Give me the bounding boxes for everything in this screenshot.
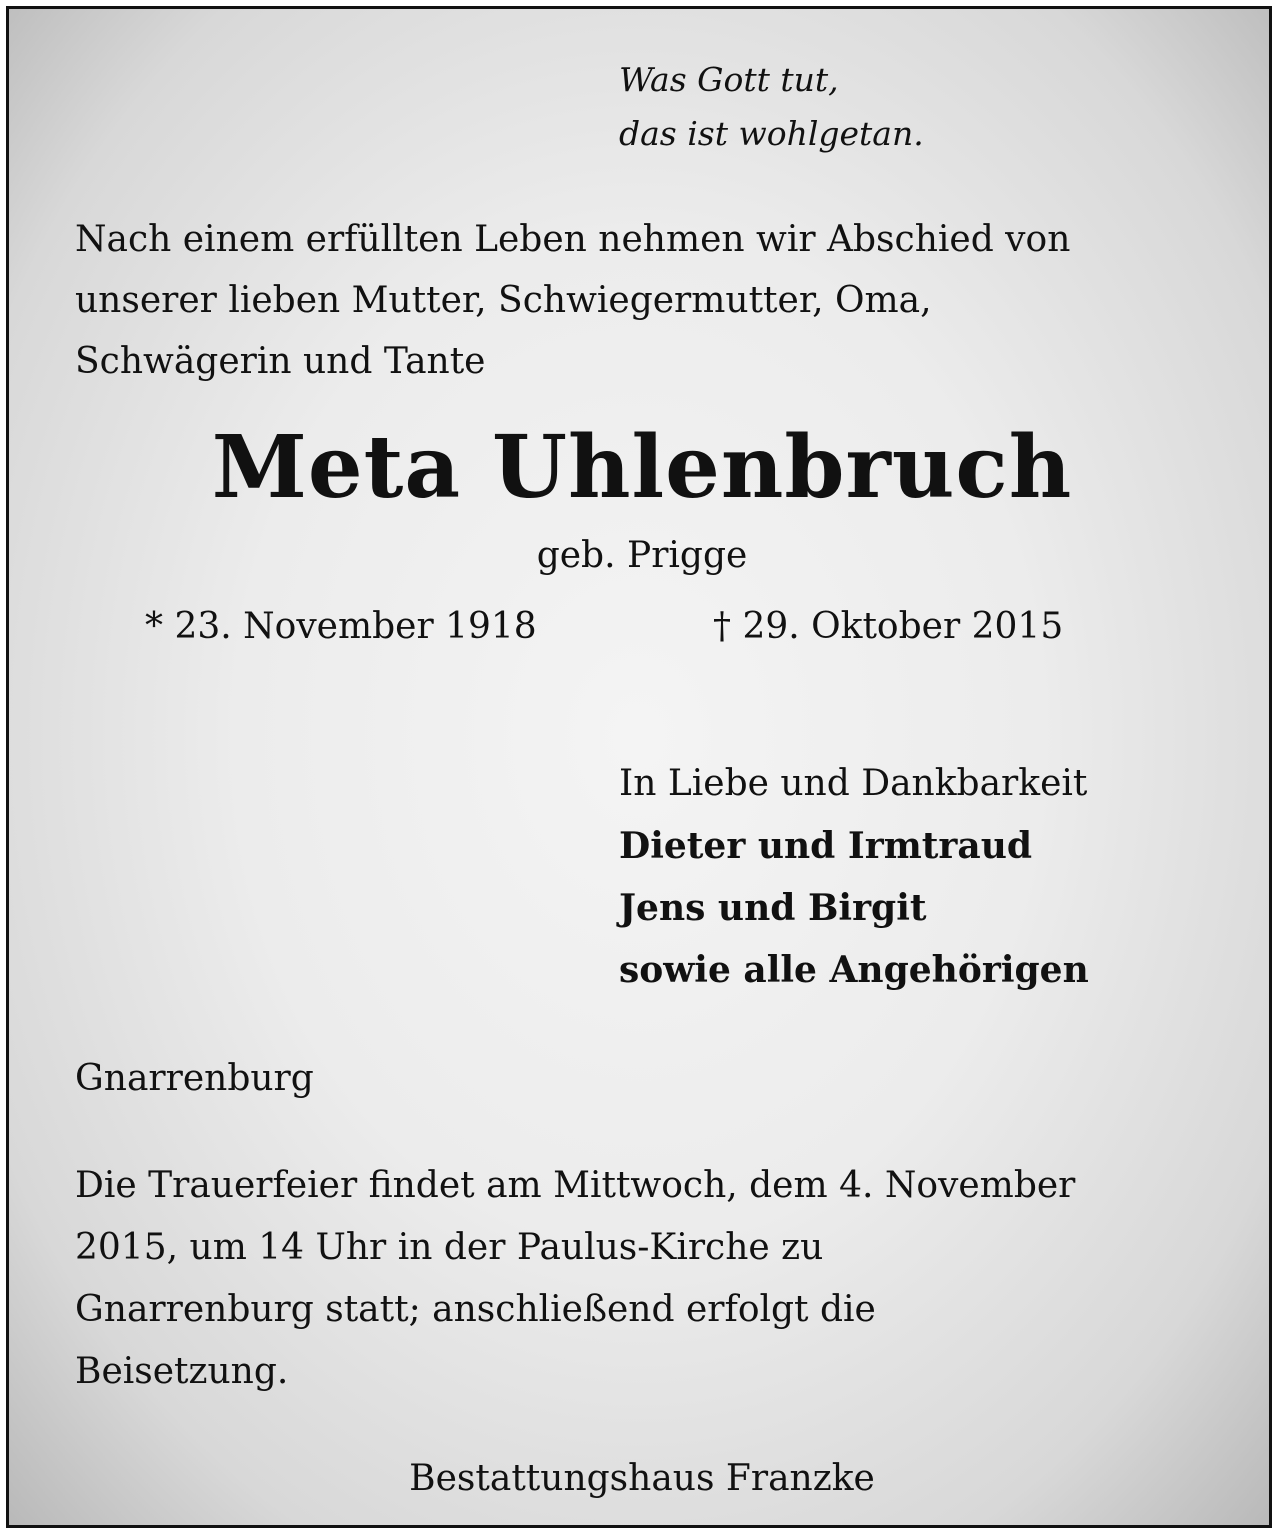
mourner-name: sowie alle Angehörigen [619,949,1089,991]
intro-line: Nach einem erfüllten Leben nehmen wir Abschied von [75,219,1071,260]
intro-line: unserer lieben Mutter, Schwiegermutter, Oma, [75,280,932,321]
service-info [75,1155,1225,1403]
maiden-name: geb. Prigge [536,535,748,576]
love-line: In Liebe und Dankbarkeit [619,763,1088,804]
service-line: Gnarrenburg statt; anschließend erfolgt die [75,1289,876,1330]
mourner-name: Dieter und Irmtraud [619,825,1033,867]
service-line: Beisetzung. [75,1351,289,1392]
service-line: 2015, um 14 Uhr in der Paulus-Kirche zu [75,1227,824,1268]
service-line: Die Trauerfeier findet am Mittwoch, dem 4. November [75,1165,1076,1206]
intro-text [75,209,1070,392]
obituary-notice [6,6,1272,1528]
mourners-block [619,753,1089,1001]
motto-line: das ist wohlgetan. [619,114,924,153]
death-date: † 29. Oktober 2015 [713,606,1064,647]
motto [619,53,924,161]
intro-line: Schwägerin und Tante [75,341,486,382]
birth-date: * 23. November 1918 [145,606,537,647]
funeral-home: Bestattungshaus Franzke [409,1458,875,1499]
deceased-name: Meta Uhlenbruch [211,417,1073,518]
mourner-name: Jens und Birgit [619,887,927,929]
motto-line: Was Gott tut, [619,60,839,99]
place-name: Gnarrenburg [75,1058,314,1099]
